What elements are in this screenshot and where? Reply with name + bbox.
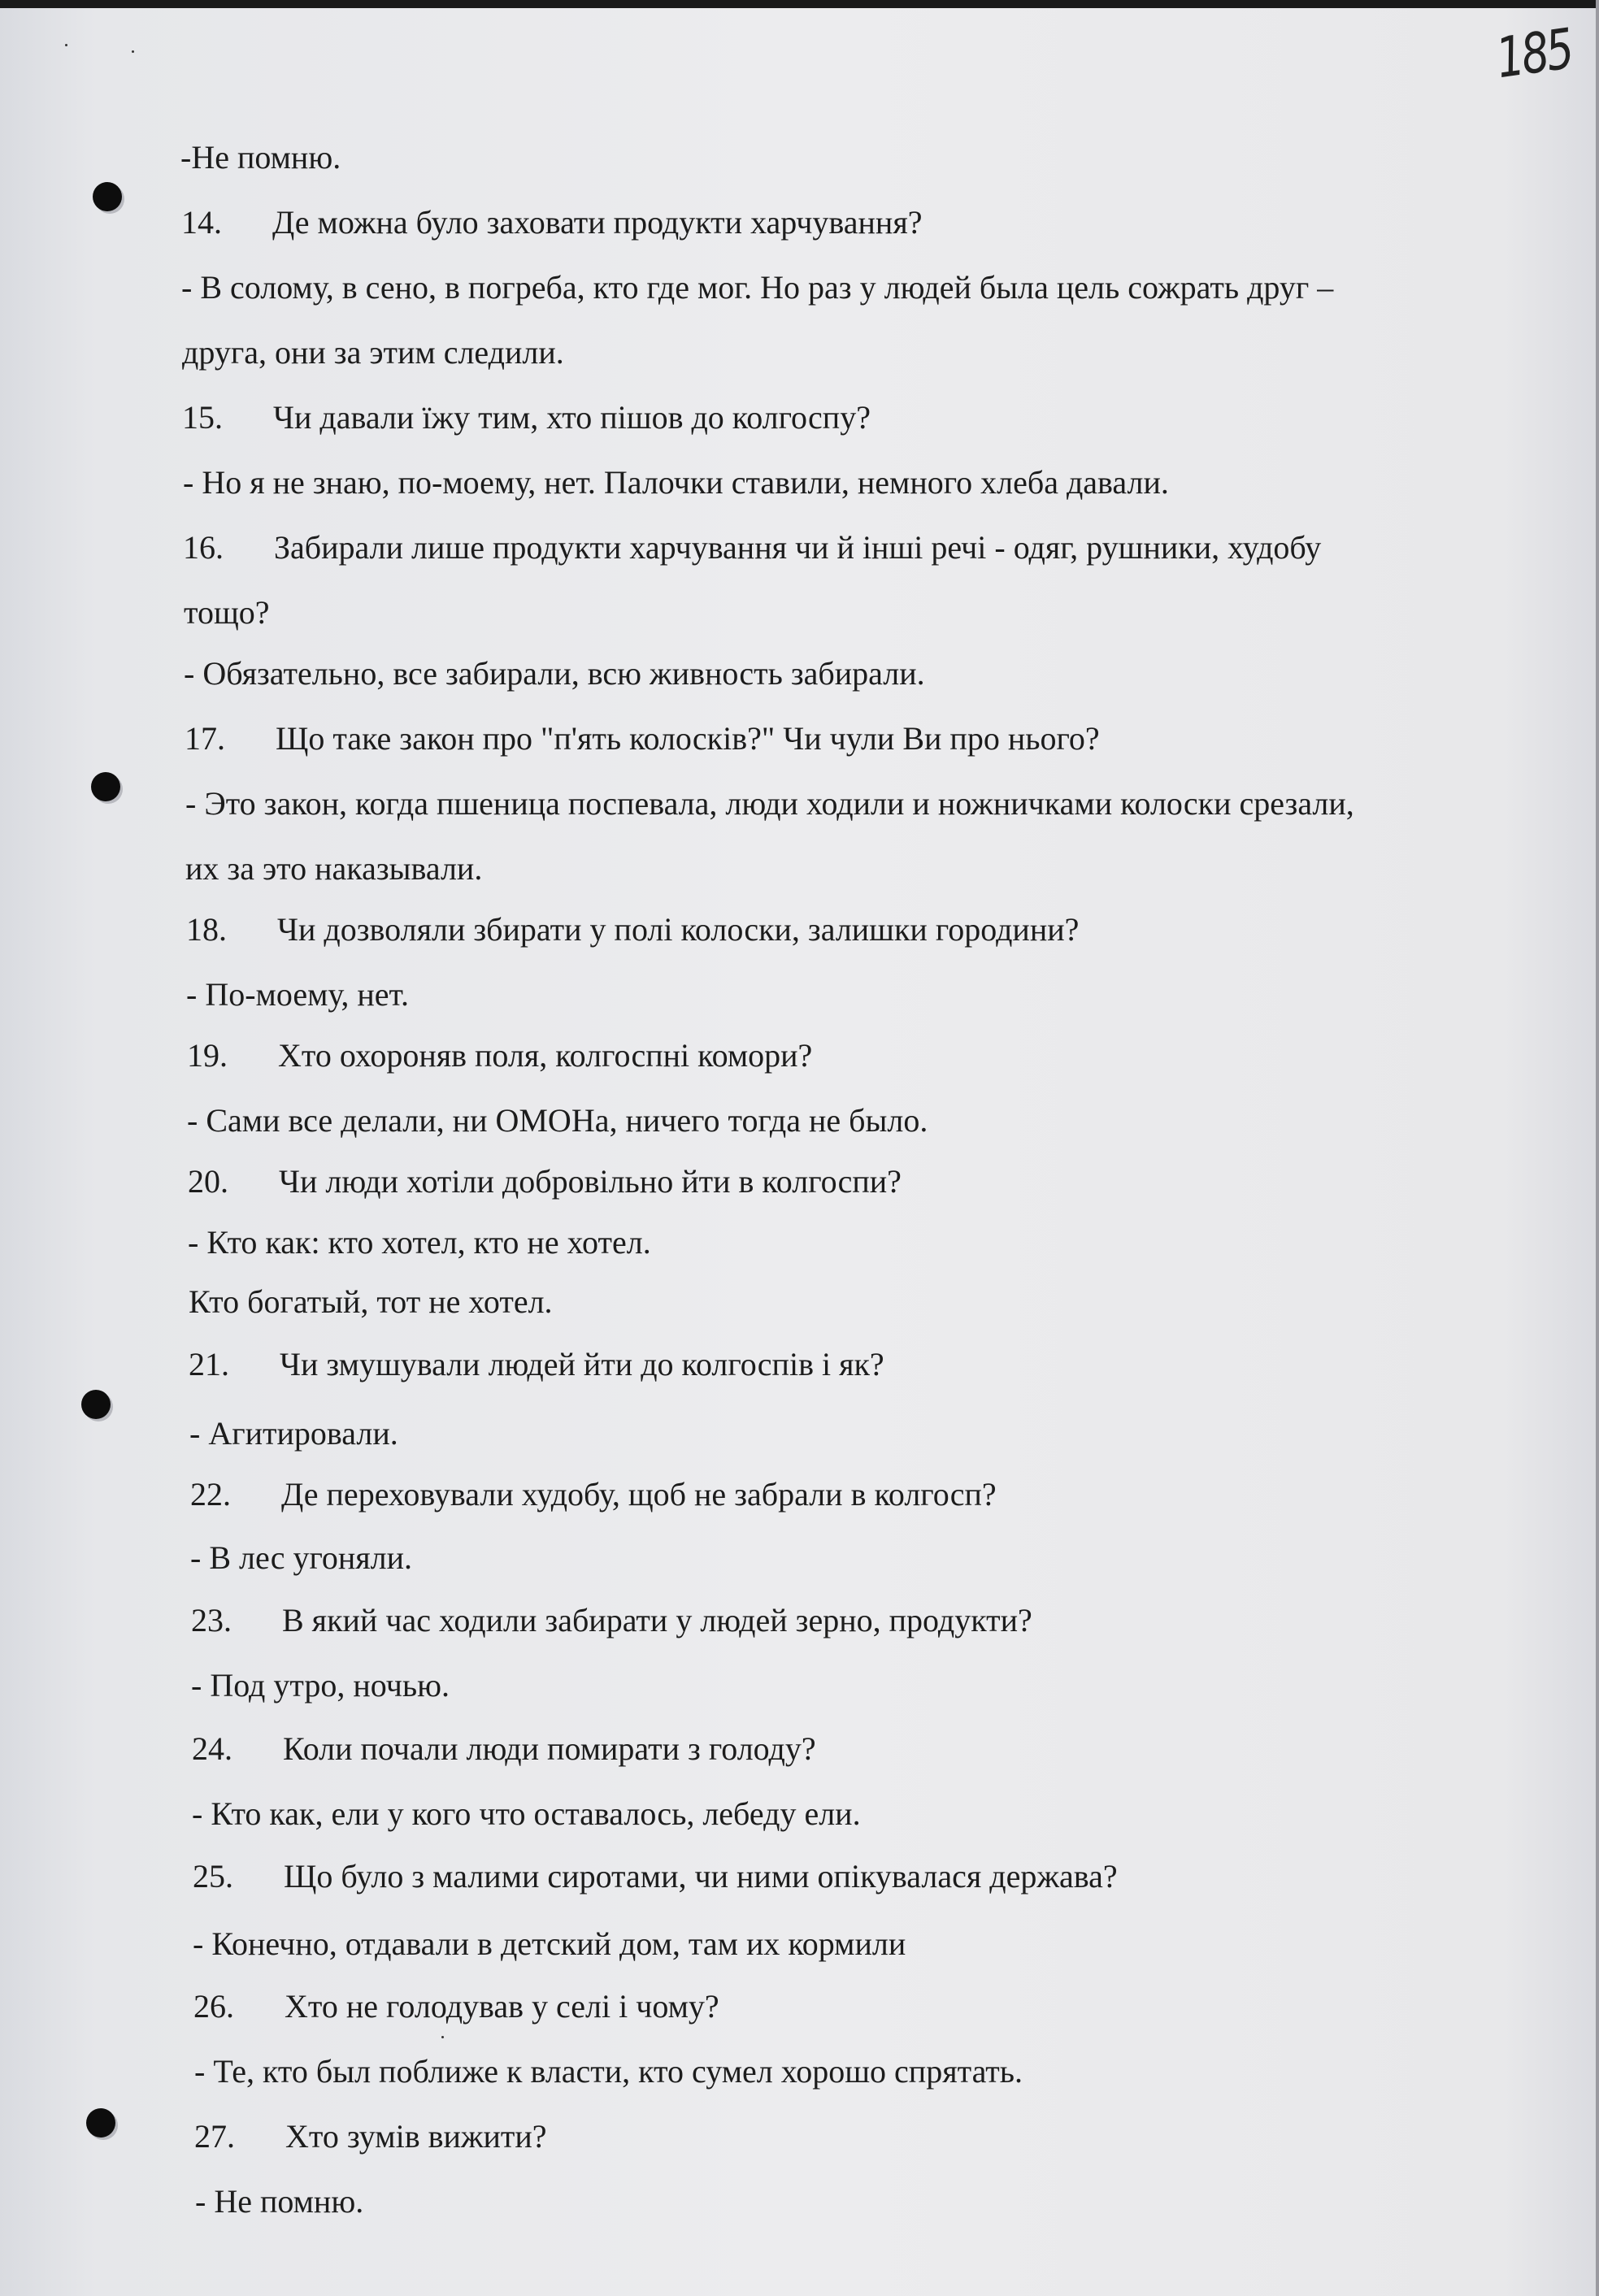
answer-line xyxy=(192,1795,861,1834)
question-line xyxy=(193,1987,719,2026)
answer-text: - Это закон, когда пшеница поспевала, люди ходили и ножничками колоски срезали, xyxy=(185,785,1354,822)
question-text: Що таке закон про "п'ять колосків?" Чи чули Ви про нього? xyxy=(276,720,1100,757)
question-text: Що було з малими сиротами, чи ними опікувалася держава? xyxy=(284,1858,1118,1895)
question-line xyxy=(187,1036,812,1075)
question-text: Хто не голодував у селі і чому? xyxy=(285,1988,719,2025)
question-text: Чи дозволяли збирати у полі колоски, залишки городини? xyxy=(277,911,1080,948)
answer-line xyxy=(191,1666,450,1705)
question-number: 17. xyxy=(185,720,225,757)
question-line xyxy=(188,1162,902,1201)
question-line xyxy=(182,398,871,437)
answer-line xyxy=(184,593,270,632)
question-line xyxy=(181,203,923,242)
question-line xyxy=(186,910,1079,949)
question-text: Коли почали люди помирати з голоду? xyxy=(283,1730,816,1767)
question-line xyxy=(192,1730,816,1769)
answer-text: - По-моему, нет. xyxy=(186,976,410,1013)
answer-text: - Обязательно, все забирали, всю живность забирали. xyxy=(184,655,925,692)
answer-line xyxy=(189,1414,398,1453)
answer-text: - Кто как, ели у кого что оставалось, лебеду ели. xyxy=(192,1795,861,1832)
answer-line xyxy=(185,784,1354,823)
question-text: Де можна було заховати продукти харчування? xyxy=(272,204,923,241)
question-number: 16. xyxy=(183,529,224,566)
answer-text: - Под утро, ночью. xyxy=(191,1667,450,1704)
answer-text: -Не помню. xyxy=(180,139,341,176)
question-line xyxy=(189,1345,884,1384)
question-text: Чи змушували людей йти до колгоспів і як? xyxy=(280,1346,884,1382)
question-line xyxy=(183,528,1321,567)
question-number: 21. xyxy=(189,1346,229,1382)
answer-line xyxy=(180,138,341,177)
answer-line xyxy=(189,1283,553,1322)
question-line xyxy=(191,1601,1032,1640)
answer-text: - Конечно, отдавали в детский дом, там их кормили xyxy=(193,1925,906,1962)
answer-line xyxy=(184,654,925,693)
answer-text: Кто богатый, тот не хотел. xyxy=(189,1283,553,1320)
question-text: В який час ходили забирати у людей зерно, продукти? xyxy=(282,1602,1032,1638)
question-number: 18. xyxy=(186,911,227,948)
answer-text: - В лес угоняли. xyxy=(190,1539,413,1576)
answer-line xyxy=(182,333,564,372)
answer-text: - Те, кто был поближе к власти, кто сумел хорошо спрятать. xyxy=(194,2053,1023,2090)
answer-text: - Агитировали. xyxy=(189,1415,398,1452)
question-number: 24. xyxy=(192,1730,232,1767)
answer-line xyxy=(193,1925,906,1964)
question-line xyxy=(193,1857,1118,1896)
answer-line xyxy=(183,463,1169,502)
question-number: 22. xyxy=(190,1476,231,1513)
question-text: Хто зумів вижити? xyxy=(285,2118,547,2155)
answer-text: - Кто как: кто хотел, кто не хотел. xyxy=(188,1224,651,1261)
answer-text: - Не помню. xyxy=(195,2183,364,2220)
question-number: 26. xyxy=(193,1988,234,2025)
question-line xyxy=(185,719,1100,758)
handwritten-page-number: 185 xyxy=(1493,17,1575,92)
question-number: 19. xyxy=(187,1037,228,1074)
answer-line xyxy=(195,2182,363,2221)
question-number: 14. xyxy=(181,204,222,241)
answer-line xyxy=(194,2052,1023,2091)
answer-text: - Сами все делали, ни ОМОНа, ничего тогда не было. xyxy=(187,1102,928,1139)
answer-line xyxy=(185,849,482,888)
question-number: 15. xyxy=(182,399,223,436)
answer-line xyxy=(190,1539,412,1578)
question-line xyxy=(190,1475,997,1514)
answer-text: - В солому, в сено, в погреба, кто где мог. Но раз у людей была цель сожрать друг – xyxy=(181,269,1334,306)
question-text: Чи люди хотіли добровільно йти в колгоспи? xyxy=(279,1163,902,1200)
question-text: Хто охороняв поля, колгоспні комори? xyxy=(278,1037,813,1074)
question-text: Забирали лише продукти харчування чи й інші речі - одяг, рушники, худобу xyxy=(274,529,1322,566)
answer-line xyxy=(181,268,1333,307)
answer-text: друга, они за этим следили. xyxy=(182,334,564,371)
answer-line xyxy=(188,1223,651,1262)
question-number: 27. xyxy=(194,2118,235,2155)
answer-text: - Но я не знаю, по-моему, нет. Палочки ставили, немного хлеба давали. xyxy=(183,464,1169,501)
answer-line xyxy=(186,975,409,1014)
question-number: 25. xyxy=(193,1858,233,1895)
question-number: 23. xyxy=(191,1602,232,1638)
question-line xyxy=(194,2117,547,2156)
question-text: Чи давали їжу тим, хто пішов до колгоспу? xyxy=(273,399,871,436)
answer-text: их за это наказывали. xyxy=(185,850,483,887)
question-number: 20. xyxy=(188,1163,228,1200)
answer-line xyxy=(187,1101,928,1140)
question-text: Де переховували худобу, щоб не забрали в колгосп? xyxy=(281,1476,997,1513)
answer-text: тощо? xyxy=(184,594,270,631)
